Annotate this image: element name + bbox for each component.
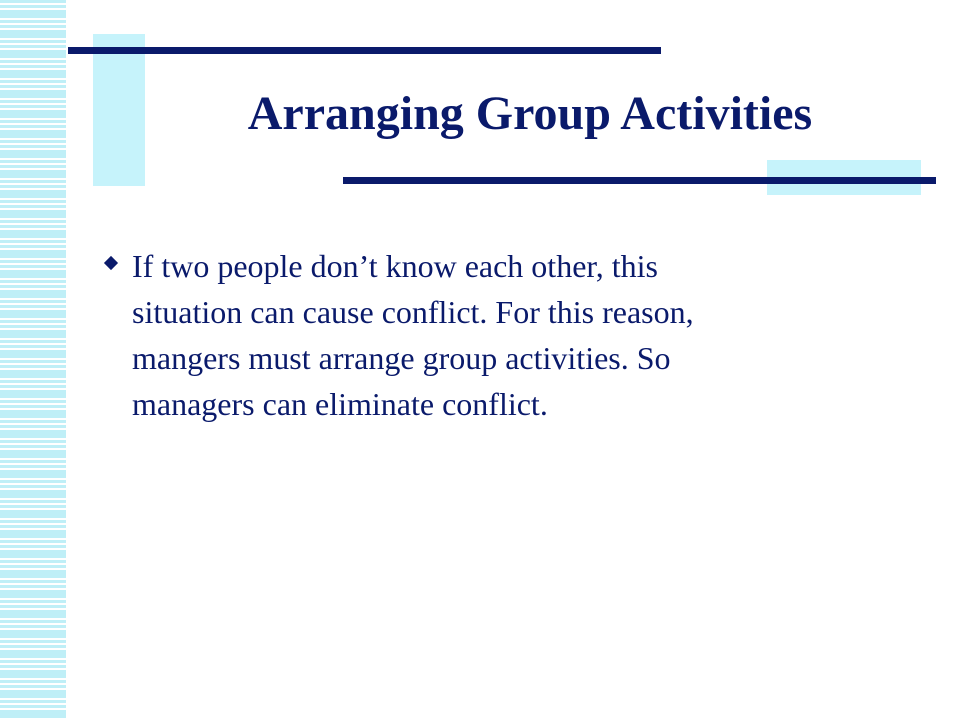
bullet-line-3: mangers must arrange group activities. So: [132, 340, 671, 376]
diamond-bullet-icon: [104, 256, 118, 270]
decorative-rule-bottom: [343, 177, 936, 184]
bullet-item: [103, 243, 883, 427]
bullet-line-4: managers can eliminate conflict.: [132, 386, 548, 422]
decorative-stripes: [0, 0, 68, 720]
slide-title: Arranging Group Activities: [247, 87, 813, 140]
bullet-list: [103, 243, 883, 427]
bullet-line-1: If two people don’t know each other, this: [132, 248, 658, 284]
decorative-rule-top: [68, 47, 661, 54]
bullet-text: [132, 243, 883, 427]
bullet-line-2: situation can cause conflict. For this reason,: [132, 294, 694, 330]
